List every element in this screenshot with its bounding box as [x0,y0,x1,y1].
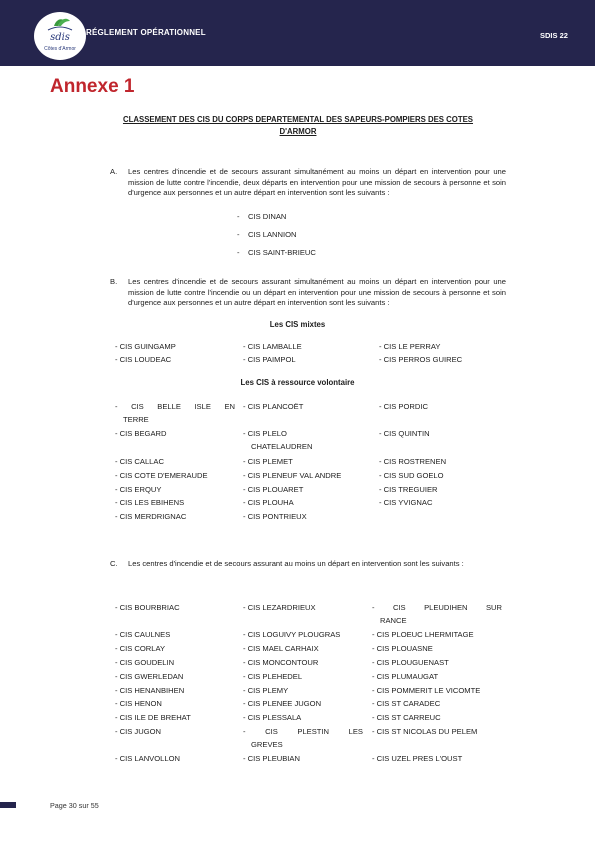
list-item: - CIS PLEHEDEL [243,672,303,681]
list-item: - CIS PLEUDIHEN SUR [372,603,502,612]
list-item: - CIS QUINTIN [379,429,430,438]
list-item: - CIS ROSTRENEN [379,457,447,466]
list-item: - CIS ST CARADEC [372,699,441,708]
list-item-continued: TERRE [123,415,149,424]
list-item: - CIS LES EBIHENS [115,498,185,507]
list-item: - CIS ILE DE BREHAT [115,713,191,722]
list-item: - CIS PLOUHA [243,498,294,507]
list-item: - CIS DINAN [237,212,287,221]
list-item: - CIS LANVOLLON [115,754,180,763]
list-item: - CIS BOURBRIAC [115,603,180,612]
list-item: - CIS BELLE ISLE EN [115,402,235,411]
list-item-continued: GREVES [251,740,283,749]
list-item: - CIS SAINT-BRIEUC [237,248,316,257]
list-item: - CIS LE PERRAY [379,342,441,351]
list-item: - CIS ST CARREUC [372,713,441,722]
list-item: - CIS PLUMAUGAT [372,672,439,681]
list-item: - CIS LEZARDRIEUX [243,603,316,612]
list-item: - CIS UZEL PRES L'OUST [372,754,463,763]
list-item: - CIS COTE D'EMERAUDE [115,471,208,480]
section-a-text: Les centres d'incendie et de secours assurant simultanément au moins un départ en intervention pour une mission de lutte contre l'incendie, deux départs en intervention pour une mission de secours à personne et soin d'urgence aux personnes et un autre départ en intervention sont les suivants : [128,167,506,197]
list-item: - CIS MAEL CARHAIX [243,644,319,653]
list-item: - CIS PLESSALA [243,713,302,722]
list-item: - CIS JUGON [115,727,161,736]
list-item: - CIS BEGARD [115,429,167,438]
section-b-marker: B. [110,277,118,286]
list-item: - CIS PLOUARET [243,485,304,494]
list-item: - CIS LANNION [237,230,297,239]
list-item: - CIS CORLAY [115,644,166,653]
list-item: - CIS PLENEE JUGON [243,699,322,708]
list-item: - CIS HENANBIHEN [115,686,185,695]
list-item: - CIS YVIGNAC [379,498,433,507]
section-b-text: Les centres d'incendie et de secours assurant simultanément au moins un départ en intervention pour une mission de lutte contre l'incendie ou un départ en intervention pour une mission de secours à personne et soin d'urgence aux personnes et un autre départ en intervention sont les suivants : [128,277,506,307]
list-item: - CIS ST NICOLAS DU PELEM [372,727,478,736]
list-item: - CIS PONTRIEUX [243,512,307,521]
list-item: - CIS PERROS GUIREC [379,355,463,364]
list-item: - CIS GUINGAMP [115,342,176,351]
list-item: - CIS HENON [115,699,162,708]
page-header [0,0,595,66]
document-subtitle: CLASSEMENT DES CIS DU CORPS DEPARTEMENTAL DES SAPEURS-POMPIERS DES COTES D'ARMOR [122,115,474,136]
section-c-marker: C. [110,559,118,568]
list-item: - CIS PLENEUF VAL ANDRE [243,471,342,480]
list-item: - CIS LOUDEAC [115,355,172,364]
list-item: - CIS GOUDELIN [115,658,175,667]
list-item: - CIS PORDIC [379,402,428,411]
page-number: Page 30 sur 55 [50,801,99,810]
list-item: - CIS PLELO [243,429,287,438]
list-item: - CIS ERQUY [115,485,162,494]
list-item: - CIS PLOUASNE [372,644,433,653]
list-item: - CIS PLANCOËT [243,402,304,411]
list-item: - CIS GWERLEDAN [115,672,184,681]
section-a-marker: A. [110,167,118,176]
list-item: - CIS MONCONTOUR [243,658,319,667]
list-item: - CIS PLOEUC LHERMITAGE [372,630,474,639]
list-item: - CIS LOGUIVY PLOUGRAS [243,630,341,639]
list-item: - CIS MERDRIGNAC [115,512,187,521]
sdis-logo: sdis Côtes d'Armor [34,12,86,60]
volontaire-heading: Les CIS à ressource volontaire [240,378,355,387]
header-right: SDIS 22 [540,31,568,40]
list-item: - CIS CALLAC [115,457,164,466]
list-item: - CIS PLOUGUENAST [372,658,449,667]
list-item: - CIS PLEUBIAN [243,754,300,763]
footer-accent-bar [0,802,16,808]
list-item: - CIS LAMBALLE [243,342,302,351]
header-title: RÉGLEMENT OPÉRATIONNEL [86,28,206,37]
list-item: - CIS PLESTIN LES [243,727,363,736]
list-item: - CIS PLEMET [243,457,293,466]
annexe-title: Annexe 1 [50,76,135,97]
list-item: - CIS SUD GOELO [379,471,444,480]
list-item-continued: RANCE [380,616,407,625]
list-item: - CIS POMMERIT LE VICOMTE [372,686,481,695]
section-c-text: Les centres d'incendie et de secours assurant au moins un départ en intervention sont les suivants : [128,559,464,568]
list-item: - CIS PLEMY [243,686,289,695]
list-item: - CIS CAULNES [115,630,171,639]
list-item: - CIS TREGUIER [379,485,438,494]
list-item-continued: CHATELAUDREN [251,442,313,451]
list-item: - CIS PAIMPOL [243,355,296,364]
mixtes-heading: Les CIS mixtes [269,320,326,329]
